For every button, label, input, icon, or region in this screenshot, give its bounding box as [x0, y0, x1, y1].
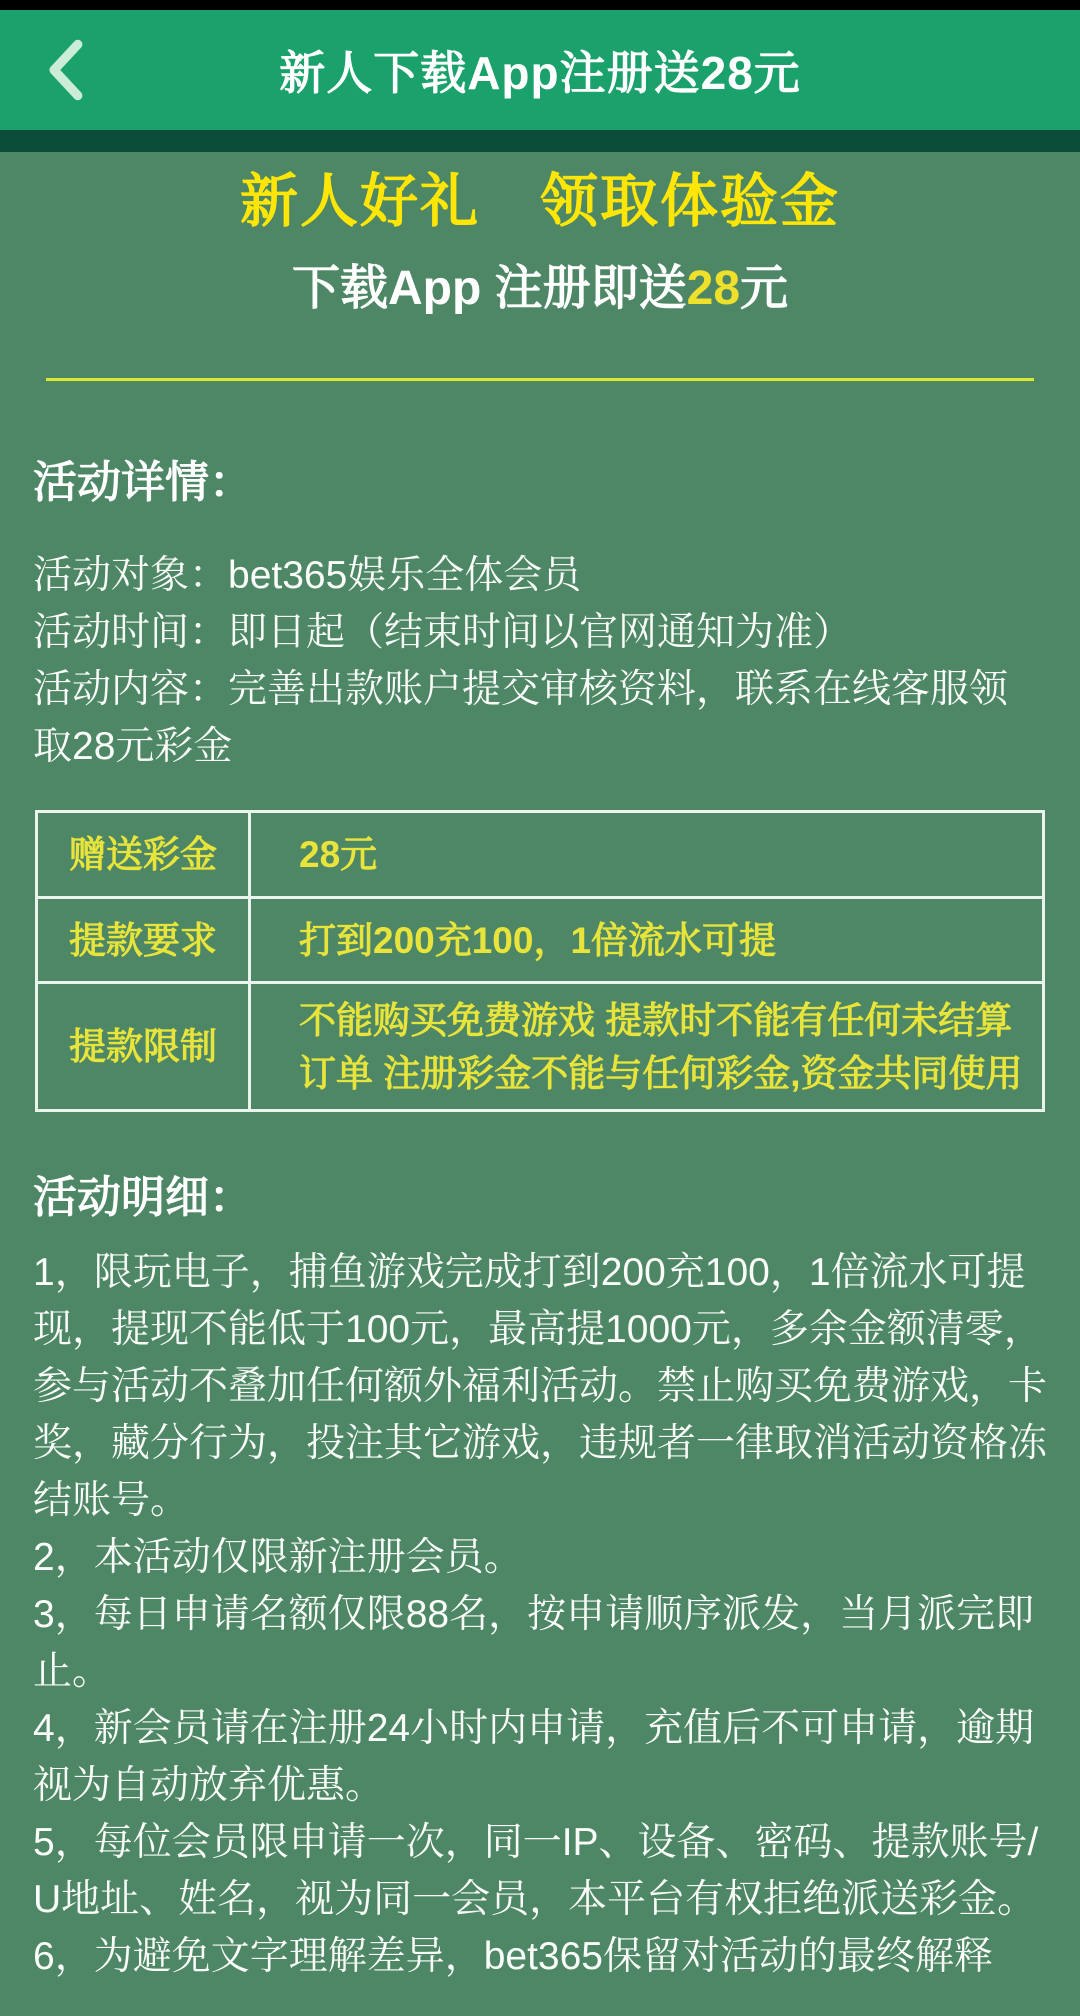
details-block [0, 547, 1080, 775]
detail-label: 活动对象： [33, 554, 229, 597]
hero-subtitle-prefix: 下载App 注册即送 [291, 262, 687, 315]
rules-heading: 活动明细： [33, 1173, 253, 1222]
table-label-bonus: 赠送彩金 [37, 812, 250, 898]
hero-subtitle-amount: 28 [686, 262, 741, 315]
detail-value: 完善出款账户提交审核资料，联系在线客服领取28元彩金 [33, 668, 1009, 768]
table-row-withdraw-requirement [37, 898, 1044, 983]
chevron-left-icon [42, 37, 88, 103]
table-value-withdraw-requirement: 打到200充100，1倍流水可提 [250, 898, 1044, 983]
detail-value: 即日起（结束时间以官网通知为准） [228, 611, 853, 654]
bonus-table [35, 810, 1045, 1112]
rule-item-5: 5，每位会员限申请一次，同一IP、设备、密码、提款账号/U地址、姓名，视为同一会员，本平台有权拒绝派送彩金。 [33, 1821, 1039, 1921]
hero-subtitle [0, 258, 1080, 320]
header-shadow-strip [0, 130, 1080, 152]
detail-row-target [33, 547, 1047, 604]
table-row-withdraw-limit [37, 983, 1044, 1111]
rule-item-1: 1，限玩电子，捕鱼游戏完成打到200充100，1倍流水可提现，提现不能低于100元，最高提1000元，多余金额清零，参与活动不叠加任何额外福利活动。禁止购买免费游戏，卡奖，藏分行为，投注其它游戏，违规者一律取消活动资格冻结账号。 [33, 1251, 1048, 1522]
app-bar-title: 新人下载App注册送28元 [279, 47, 801, 99]
promo-banner [0, 166, 1080, 1985]
detail-label: 活动内容： [33, 668, 229, 711]
divider-line [46, 378, 1034, 381]
status-strip [0, 0, 1080, 10]
details-heading: 活动详情： [33, 458, 253, 507]
back-button[interactable] [42, 10, 132, 130]
rules-block [0, 1244, 1080, 1985]
detail-value: bet365娱乐全体会员 [228, 554, 582, 597]
detail-row-content [33, 661, 1047, 775]
hero-subtitle-suffix: 元 [740, 262, 789, 315]
detail-row-time [33, 604, 1047, 661]
app-bar [0, 10, 1080, 130]
hero-title: 新人好礼 领取体验金 [239, 169, 840, 234]
rule-item-6: 6，为避免文字理解差异，bet365保留对活动的最终解释 [33, 1935, 993, 1978]
detail-label: 活动时间： [33, 611, 229, 654]
rule-item-4: 4，新会员请在注册24小时内申请，充值后不可申请，逾期视为自动放弃优惠。 [33, 1707, 1035, 1807]
table-value-withdraw-limit: 不能购买免费游戏 提款时不能有任何未结算订单 注册彩金不能与任何彩金,资金共同使用 [250, 983, 1044, 1111]
table-label-withdraw-requirement: 提款要求 [37, 898, 250, 983]
table-row-bonus [37, 812, 1044, 898]
table-label-withdraw-limit: 提款限制 [37, 983, 250, 1111]
rule-item-2: 2，本活动仅限新注册会员。 [33, 1536, 523, 1579]
table-value-bonus: 28元 [250, 812, 1044, 898]
rule-item-3: 3，每日申请名额仅限88名，按申请顺序派发，当月派完即止。 [33, 1593, 1035, 1693]
